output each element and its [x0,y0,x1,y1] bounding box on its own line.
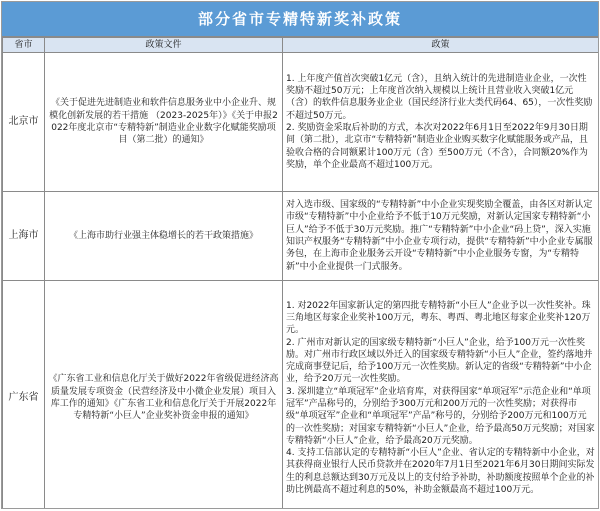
policy-table [2,37,599,509]
header-docs: 政策文件 [45,38,283,53]
policy-docs-cell: 《关于促进先进制造业和软件信息服务业中小企业升、规模化创新发展的若干措施 （2023-2025年）》《关于申报2022年度北京市“专精特新”制造业企业数字化赋能奖励项目（第二批）的通知》 [45,53,283,192]
province-cell: 广东省 [3,281,45,510]
policy-docs-cell: 《广东省工业和信息化厅关于做好2022年省级促进经济高质量发展专项资金（民营经济及中小微企业发展）项目入库工作的通知》《广东省工业和信息化厅关于开展2022年专精特新“小巨人”企业奖补资金申报的通知》 [45,281,283,510]
table-row-guangdong [3,281,599,510]
header-province: 省市 [3,38,45,53]
province-cell: 上海市 [3,192,45,281]
header-policy: 政策 [283,38,599,53]
policy-cell [283,281,599,510]
policy-docs-cell: 《上海市助行业强主体稳增长的若干政策措施》 [45,192,283,281]
policy-item: 2. 奖励资金采取后补助的方式，本次对2022年6月1日至2022年9月30日期间（第二批），北京市“专精特新”制造业企业购买数字化赋能服务或产品，且验收合格的合同额累计100万元（含）至500万元（不含），合同额20%作为奖励，单个企业最高不超过100万元。 [286,123,588,170]
policy-item: 2. 广州市对新认定的国家级专精特新“小巨人”企业，给予100万元一次性奖励。对广州市行政区域以外迁入的国家级专精特新“小巨人”企业，签约落地并完成商事登记后，给予100万元一次性奖励。新认定的省级“专精特新”中小企业，给予20万元一次性奖励。 [286,337,593,385]
policy-cell [283,192,599,281]
table-title: 部分省市专精特新奖补政策 [2,2,598,37]
policy-item: 1. 对2022年国家新认定的第四批专精特新“小巨人”企业予以一次性奖补。珠三角地区每家企业奖补100万元，粤东、粤西、粤北地区每家企业奖补120万元。 [286,300,591,336]
policy-item: 4. 支持工信部认定的专精特新“小巨人”企业、省认定的专精特新中小企业，对其获得商业银行人民币贷款并在2020年7月1日至2021年6月30日期间实际发生的利息总额达到30万元及以上的支付给予补助，补助额度按照单个企业的补助比例最高不超过利息的50%，补助金额最高不超过100万元。 [286,448,595,496]
policy-item: 对入选市级、国家级的“专精特新”中小企业实现奖励全覆盖，由各区对新认定市级“专精特新”中小企业给予不低于10万元奖励，对新认定国家专精特新“小巨人”给予不低于30万元奖励。推广“专精特新”中小企业“码上贷”，深入实施知识产权服务“专精特新”中小企业专项行动，提供“专精特新”中小企业专属服务包，在上海市企业服务云开设“专精特新”中小企业服务专窗，为“专精特新”中小企业提供一门式服务。 [286,200,593,272]
policy-table-sheet [1,1,599,509]
policy-cell [283,53,599,192]
table-header-row [3,38,599,53]
policy-item: 3. 深圳建立“单项冠军”企业培育库，对获得国家“单项冠军”示范企业和“单项冠军”产品称号的，分别给予300万元和200万元的一次性奖励；对获得市级“单项冠军”企业和“单项冠军”产品”称号的，分别给予200万元和100万元的一次性奖励；对国家专精特新“小巨人”企业，给予最高50万元奖励；对国家专精特新“小巨人”企业，给予最高20万元奖励。 [286,386,595,446]
table-row-shanghai [3,192,599,281]
province-cell: 北京市 [3,53,45,192]
policy-item: 1. 上年度产值首次突破1亿元（含），且纳入统计的先进制造业企业，一次性奖励不超过50万元；上年度首次纳入规模以上统计且营业收入突破1亿元（含）的软件信息服务业企业（国民经济行业大类代码64、65），一次性奖励不超过50万元。 [286,73,593,121]
table-row-beijing [3,53,599,192]
